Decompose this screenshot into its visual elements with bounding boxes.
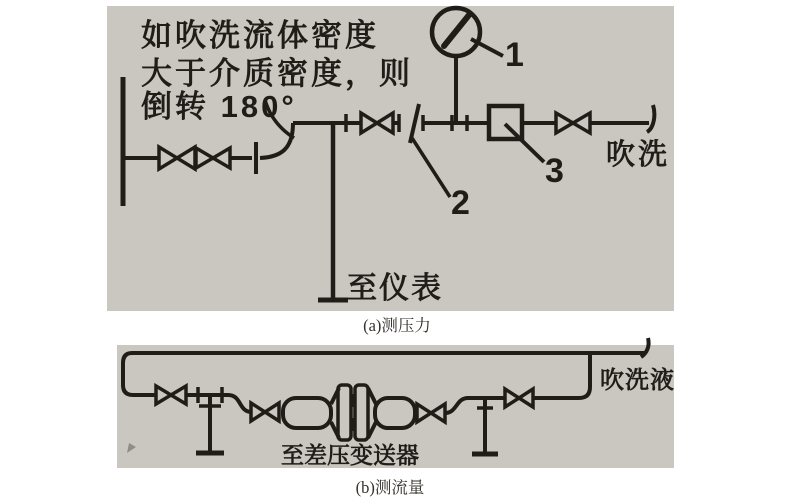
callout-2-label: 2: [451, 184, 470, 222]
callout-3-label: 3: [545, 152, 564, 190]
purge-liquid-label: 吹洗液: [600, 367, 675, 394]
figure-b: [117, 338, 675, 497]
note-line-2: 大于介质密度，则: [141, 56, 413, 91]
note-line-1: 如吹洗流体密度: [141, 18, 379, 53]
to-transmitter-label: 至差压变送器: [281, 442, 419, 468]
note-line-3: 倒转 180°: [141, 89, 297, 124]
figure-a-caption: (a)测压力: [363, 316, 431, 335]
callout-1-label: 1: [505, 36, 524, 74]
figure-a: [107, 6, 674, 335]
purge-label: 吹洗: [606, 139, 671, 171]
figure-b-caption: (b)测流量: [355, 478, 425, 497]
to-instrument-label: 至仪表: [347, 272, 443, 305]
